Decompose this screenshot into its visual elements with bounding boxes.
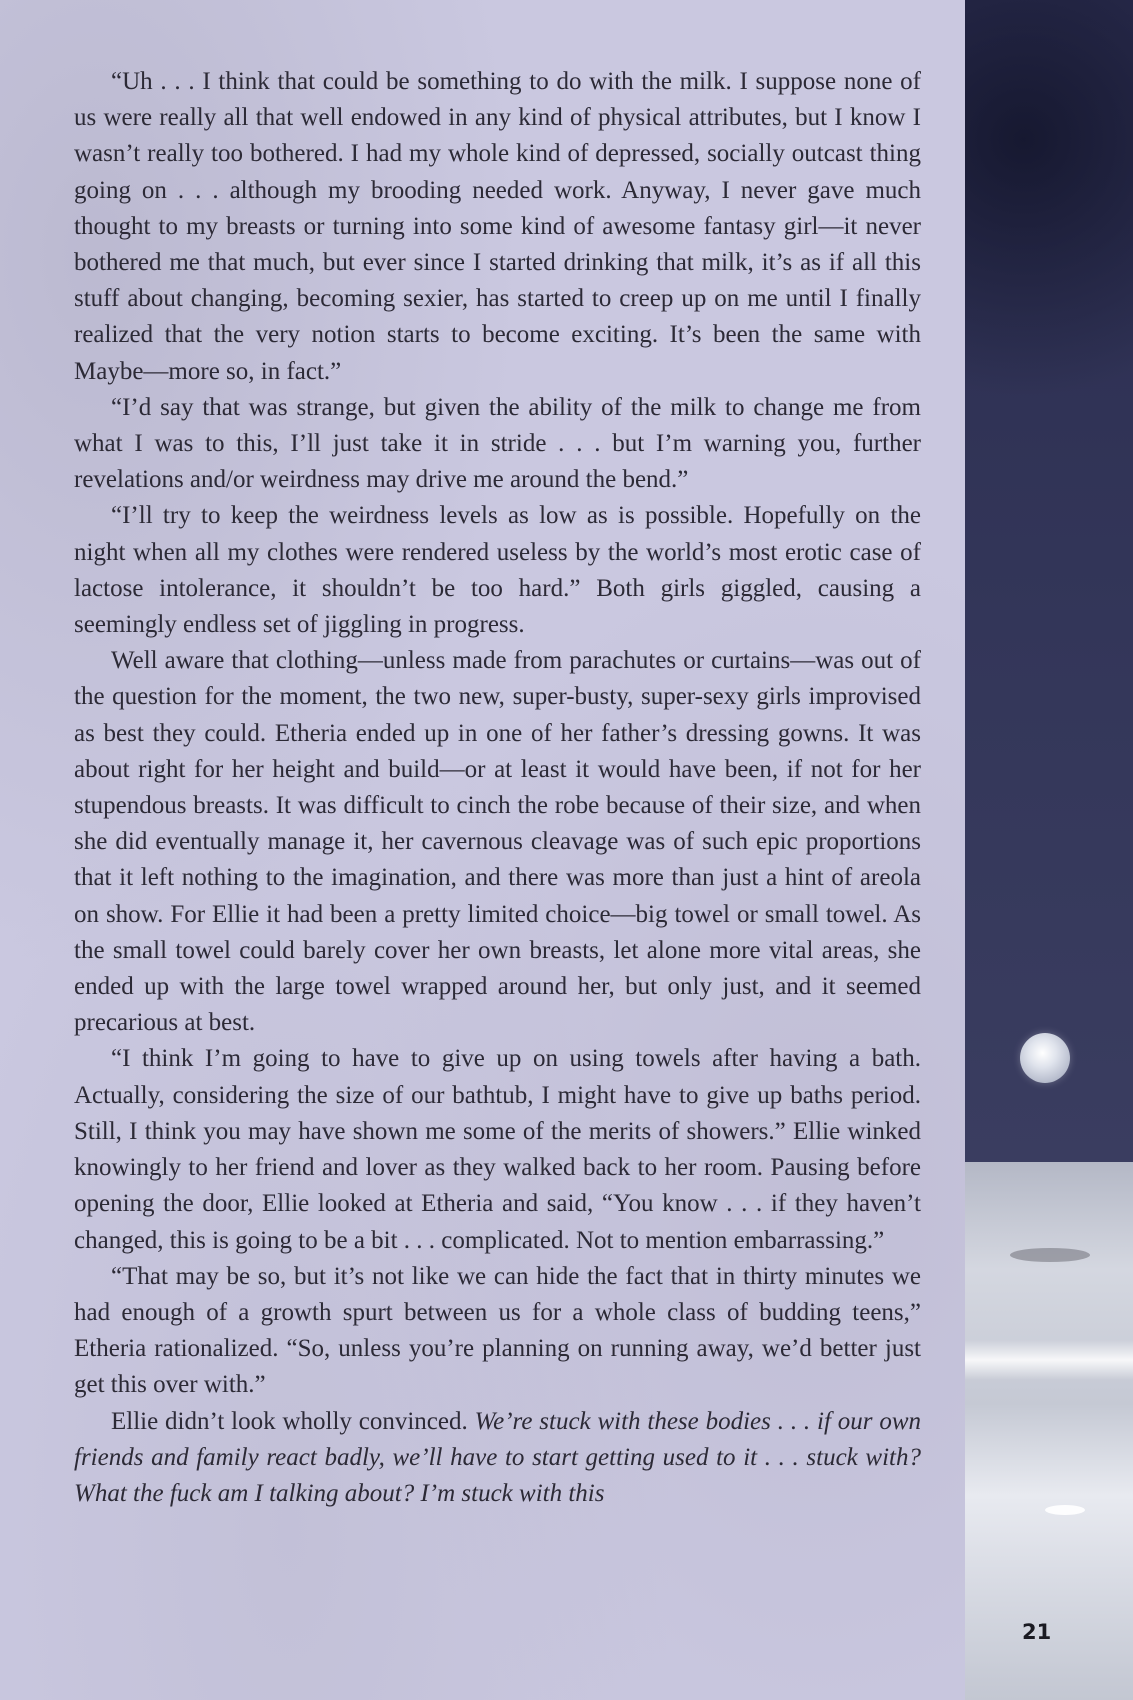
side-illustration-panel — [965, 0, 1133, 1700]
paragraph: “I’d say that was strange, but given the ability of the milk to change me from what I was to this, I’ll just take it in stride . . . but I’m warning you, further revelations and/or weirdness may drive me around the bend.” — [74, 393, 921, 494]
side-dark-background — [965, 0, 1133, 1162]
page-number: 21 — [1022, 1620, 1052, 1644]
paragraph: Well aware that clothing—unless made from parachutes or curtains—was out of the question for the moment, the two new, super-busty, super-sexy girls improvised as best they could. Etheria ended up in one of her father’s dressing gowns. It was about right for her height and build—or at least it would have been, if not for her stupendous breasts. It was difficult to cinch the robe because of their size, and when she did eventually manage it, her cavernous cleavage was of such epic proportions that it left nothing to the imagination, and there was more than just a hint of areola on show. For Ellie it had been a pretty limited choice—big towel or small towel. As the small towel could barely cover her own breasts, let alone more vital areas, she ended up with the large towel wrapped around her, but only just, and it seemed precarious at best. — [74, 647, 921, 1037]
paragraph: “Uh . . . I think that could be something to do with the milk. I suppose none of us were really all that well endowed in any kind of physical attributes, but I know I wasn’t really too bothered. I had my whole kind of depressed, socially outcast thing going on . . . although my brooding needed work. Anyway, I never gave much thought to my breasts or turning into some kind of awesome fantasy girl—it never bothered me that much, but ever since I started drinking that milk, it’s as if all this stuff about changing, becoming sexier, has started to creep up on me until I finally realized that the very notion starts to become exciting. It’s been the same with Maybe—more so, in fact.” — [74, 68, 921, 385]
bowl-shadow — [1010, 1248, 1090, 1262]
paragraph: “I think I’m going to have to give up on using towels after having a bath. Actually, considering the size of our bathtub, I might have to give up baths period. Still, I think you may have shown me some of the merits of showers.” Ellie winked knowingly to her friend and lover as they walked back to her room. Pausing before opening the door, Ellie looked at Etheria and said, “You know . . . if they haven’t changed, this is going to be a bit . . . complicated. Not to mention embarrassing.” — [74, 1045, 921, 1254]
pearl-drop-image — [1020, 1033, 1070, 1083]
paragraph-last — [74, 1404, 921, 1513]
paragraph: “That may be so, but it’s not like we can hide the fact that in thirty minutes we had enough of a growth spurt between us for a whole class of budding teens,” Etheria rationalized. “So, unless you’re planning on running away, we’d better just get this over with.” — [74, 1262, 921, 1399]
bowl-rim-highlight — [965, 1340, 1133, 1380]
paragraph-italic-thought: We’re stuck with these bodies . . . if our own friends and family react badly, we’ll have to start getting used to it . . . stuck with? What the fuck am I talking about? I’m stuck with this — [74, 1407, 921, 1507]
paragraph: “I’ll try to keep the weirdness levels as low as is possible. Hopefully on the night when all my clothes were rendered useless by the world’s most erotic case of lactose intolerance, it shouldn’t be too hard.” Both girls giggled, causing a seemingly endless set of jiggling in progress. — [74, 502, 921, 639]
body-text — [74, 64, 921, 1512]
bowl-glint — [1045, 1505, 1085, 1515]
paragraph-plain-text: Ellie didn’t look wholly convinced. — [111, 1407, 475, 1435]
